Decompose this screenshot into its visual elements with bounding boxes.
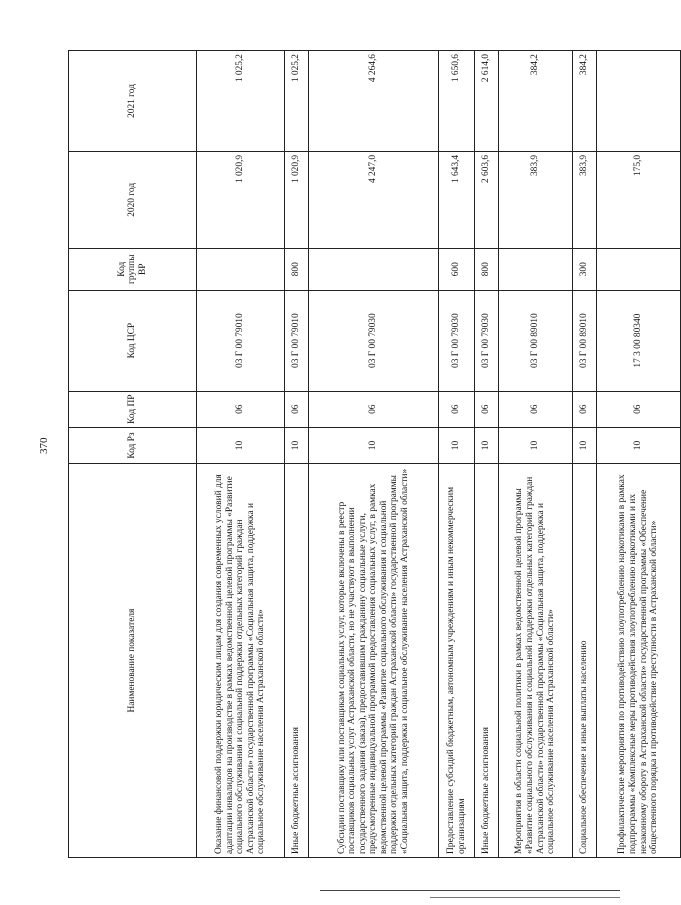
row-rz: 10	[439, 427, 475, 463]
row-name: Профилактические мероприятия по противодействию злоупотреблению наркотиками в рамках подпрограммы «Комплексные меры противодействия злоупотреблению наркотиками и их незаконному обороту в Астраханской области» государственной программы «Обеспечение общественного порядка и противодействие преступности в Астраханской области»	[597, 464, 681, 858]
row-pr: 06	[309, 391, 439, 427]
row-pr: 06	[197, 391, 285, 427]
row-csr: 03 Г 00 79010	[285, 290, 309, 391]
row-rz: 10	[573, 427, 597, 463]
row-rz: 10	[597, 427, 681, 463]
header-name: Наименование показателя	[69, 464, 197, 858]
row-csr: 03 Г 00 89010	[573, 290, 597, 391]
table-row	[475, 51, 499, 858]
table-header-row	[69, 51, 197, 858]
row-2021	[597, 51, 681, 152]
header-pr: Код ПР	[69, 391, 197, 427]
row-2021: 1 650,6	[439, 51, 475, 152]
row-csr: 03 Г 00 79030	[309, 290, 439, 391]
row-vr	[499, 248, 573, 290]
row-csr: 03 Г 00 89010	[499, 290, 573, 391]
row-pr: 06	[573, 391, 597, 427]
row-2020: 383,9	[573, 151, 597, 248]
row-rz: 10	[197, 427, 285, 463]
row-name: Оказание финансовой поддержки юридическим лицам для создания современных условий для адаптации инвалидов на производстве в рамках ведомственной целевой программы «Развитие социального обслуживания и социальной поддержки отдельных категорий граждан Астраханской области» государственной программы «Социальная защита, поддержка и социальное обслуживание населения Астраханской области»	[197, 464, 285, 858]
row-name: Субсидии поставщику или поставщикам социальных услуг, которые включены в реестр поставщиков социальных услуг Астраханской области, но не участвуют в выполнении государственного задания (заказа), предоставившим гражданину социальные услуги, предусмотренные индивидуальной программой предоставления социальных услуг, в рамках ведомственной целевой программы «Развитие социального обслуживания и социальной поддержки отдельных категорий граждан Астраханской области» государственной программы «Социальная защита, поддержка и социальное обслуживание населения Астраханской области»	[309, 464, 439, 858]
row-name: Иные бюджетные ассигнования	[285, 464, 309, 858]
table-row	[597, 51, 681, 858]
row-vr: 800	[475, 248, 499, 290]
scan-edge-line	[430, 897, 620, 898]
row-name: Мероприятия в области социальной политики в рамках ведомственной целевой программы «Развитие социального обслуживания и социальной поддержки отдельных категорий граждан Астраханской области» государственной программы «Социальная защита, поддержка и социальное обслуживание населения Астраханской области»	[499, 464, 573, 858]
row-2020: 1 643,4	[439, 151, 475, 248]
row-rz: 10	[285, 427, 309, 463]
row-vr	[197, 248, 285, 290]
row-name: Социальное обеспечение и иные выплаты населению	[573, 464, 597, 858]
row-csr: 03 Г 00 79010	[197, 290, 285, 391]
table-row	[573, 51, 597, 858]
row-2021: 384,2	[499, 51, 573, 152]
row-2020: 1 020,9	[197, 151, 285, 248]
row-2020: 2 603,6	[475, 151, 499, 248]
row-csr: 17 3 00 80340	[597, 290, 681, 391]
row-vr: 800	[285, 248, 309, 290]
table-row	[439, 51, 475, 858]
header-2021: 2021 год	[69, 51, 197, 152]
row-2021: 2 614,0	[475, 51, 499, 152]
row-2020: 175,0	[597, 151, 681, 248]
budget-table	[68, 50, 681, 858]
header-rz: Код Рз	[69, 427, 197, 463]
row-rz: 10	[475, 427, 499, 463]
row-2021: 1 025,2	[197, 51, 285, 152]
row-2021: 1 025,2	[285, 51, 309, 152]
row-vr	[309, 248, 439, 290]
row-2021: 4 264,6	[309, 51, 439, 152]
row-csr: 03 Г 00 79030	[475, 290, 499, 391]
row-rz: 10	[499, 427, 573, 463]
header-vr: Код группы ВР	[69, 248, 197, 290]
row-vr: 600	[439, 248, 475, 290]
row-2020: 4 247,0	[309, 151, 439, 248]
table-row	[197, 51, 285, 858]
row-vr: 300	[573, 248, 597, 290]
table-row	[499, 51, 573, 858]
header-2020: 2020 год	[69, 151, 197, 248]
row-csr: 03 Г 00 79030	[439, 290, 475, 391]
row-name: Иные бюджетные ассигнования	[475, 464, 499, 858]
row-rz: 10	[309, 427, 439, 463]
row-pr: 06	[499, 391, 573, 427]
row-name: Предоставление субсидий бюджетным, автономным учреждениям и иным некоммерческим организациям	[439, 464, 475, 858]
row-vr	[597, 248, 681, 290]
row-pr: 06	[475, 391, 499, 427]
row-2020: 383,9	[499, 151, 573, 248]
header-csr: Код ЦСР	[69, 290, 197, 391]
row-pr: 06	[285, 391, 309, 427]
table-row	[285, 51, 309, 858]
table-row	[309, 51, 439, 858]
row-pr: 06	[439, 391, 475, 427]
page-number: 370	[38, 437, 50, 454]
row-pr: 06	[597, 391, 681, 427]
row-2021: 384,2	[573, 51, 597, 152]
row-2020: 1 020,9	[285, 151, 309, 248]
rotated-page	[68, 50, 660, 858]
scan-edge-line	[320, 890, 620, 891]
